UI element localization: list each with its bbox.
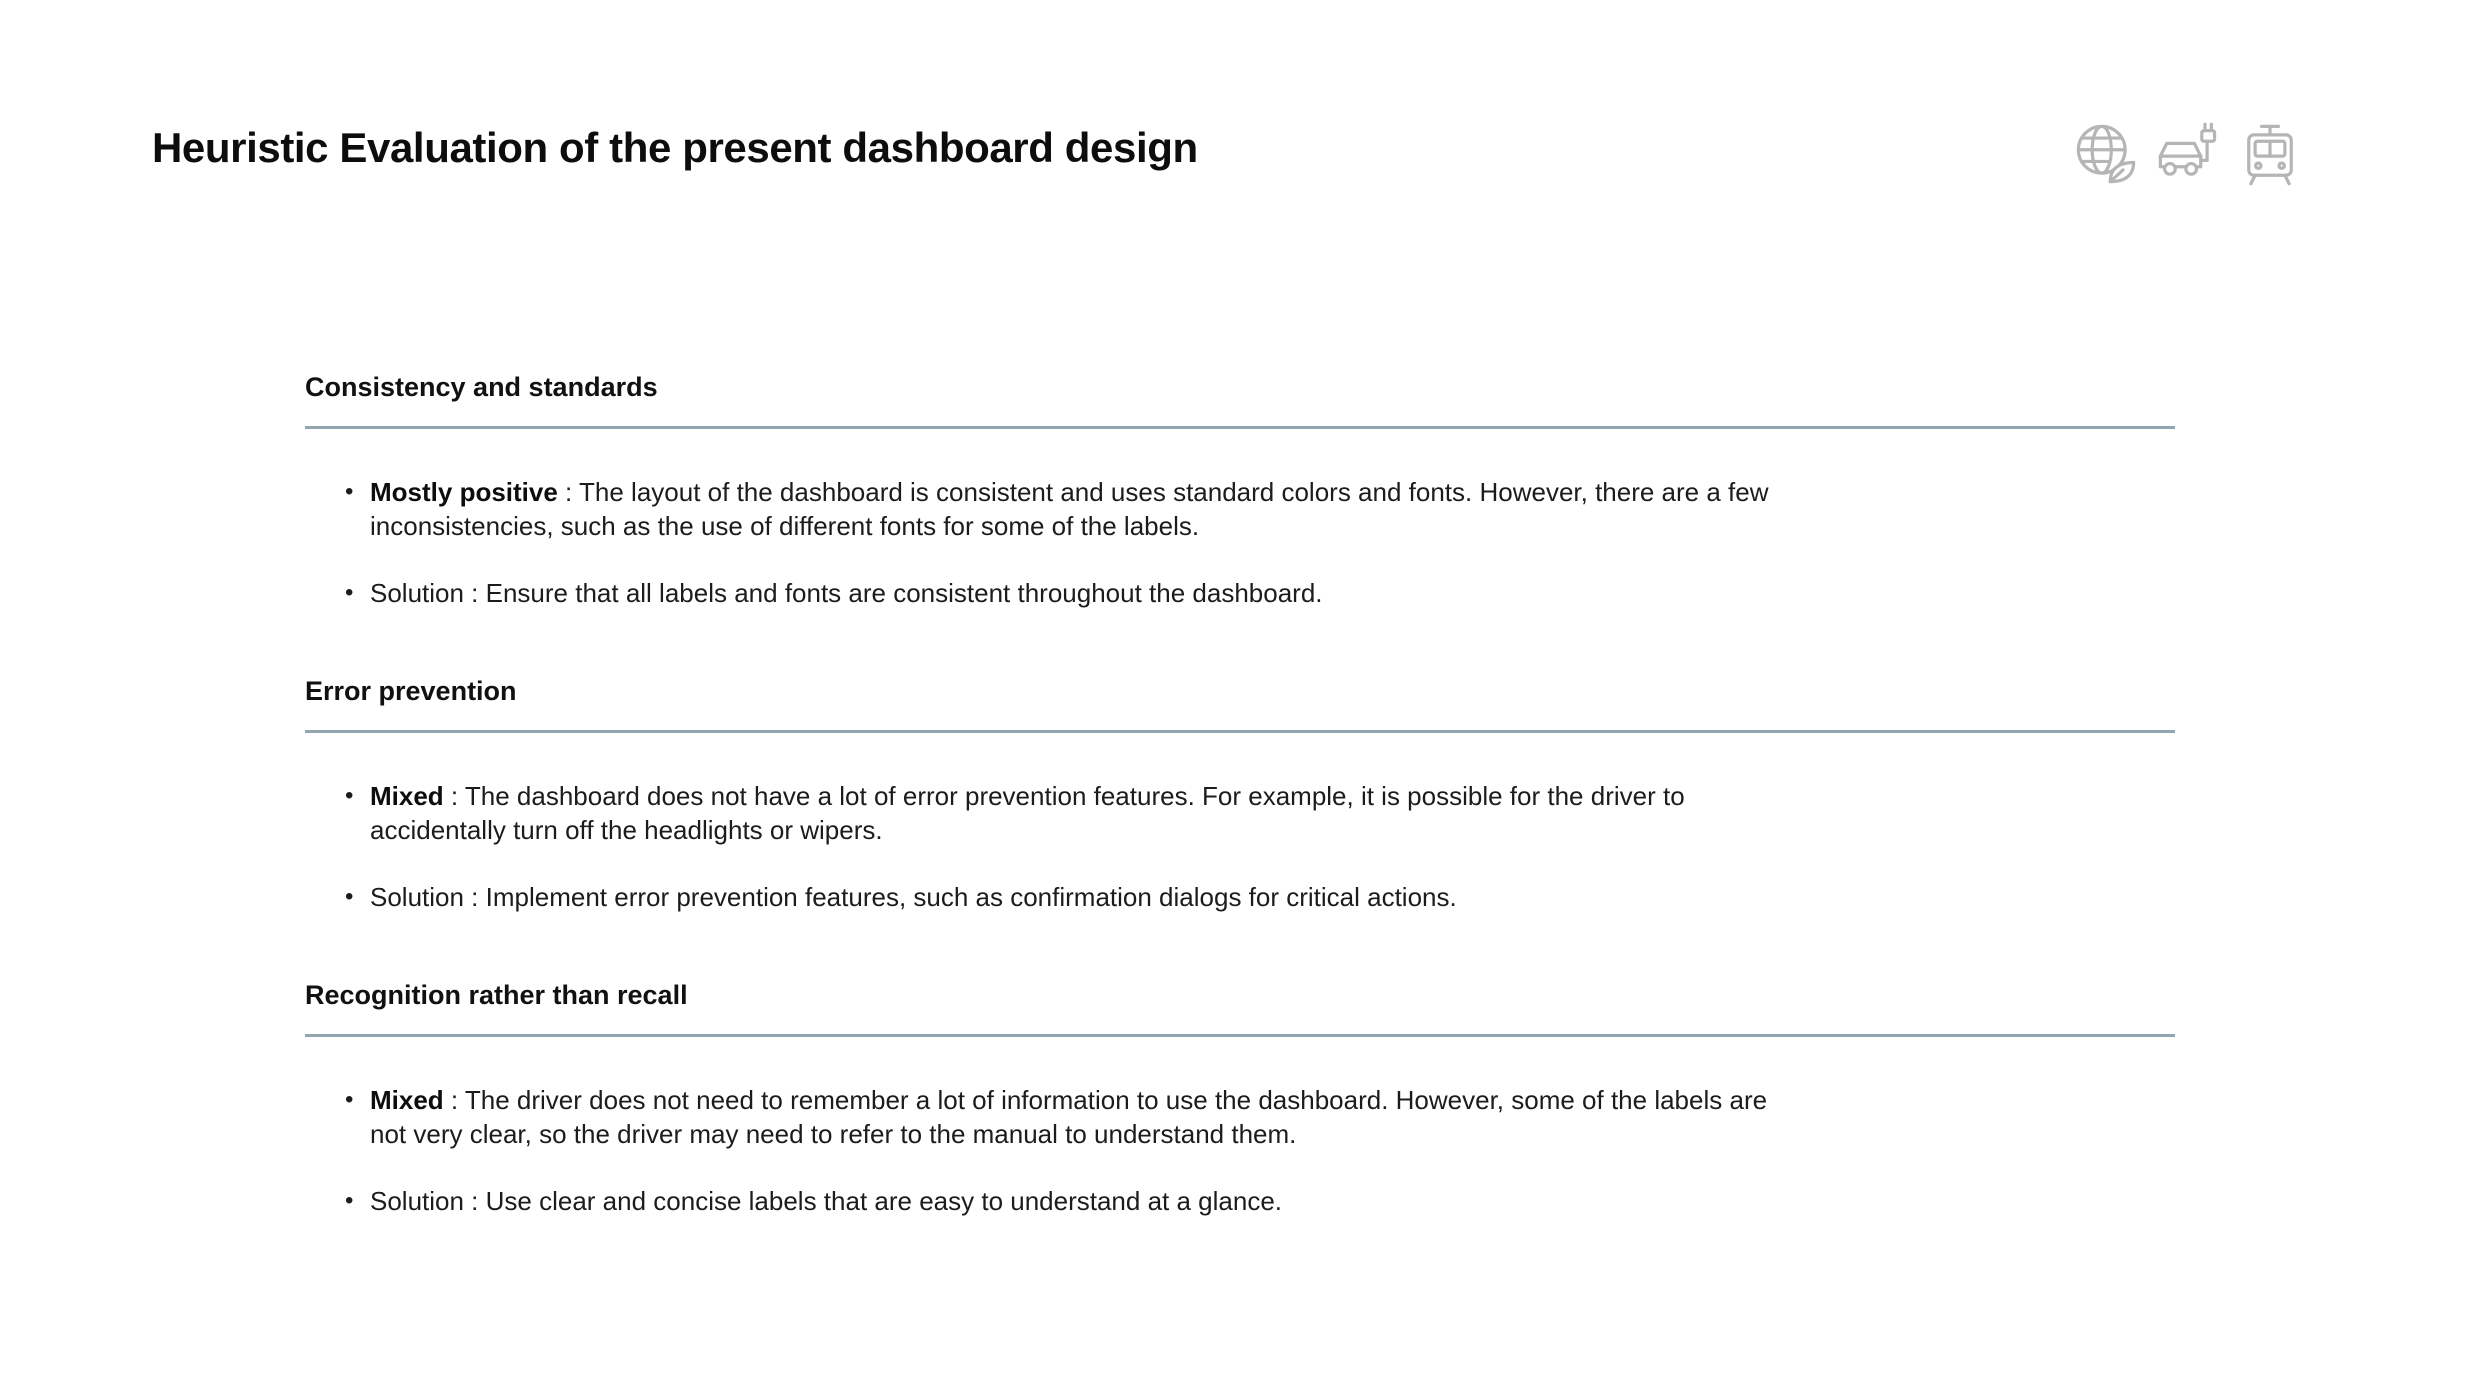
section-divider — [305, 1034, 2175, 1037]
rating-label: Mixed — [370, 1085, 444, 1115]
section-divider — [305, 426, 2175, 429]
header-icons — [2072, 120, 2304, 188]
bullet-text: : The layout of the dashboard is consistent and uses standard colors and fonts. However, there are a few inconsistencies, such as the use of different fonts for some of the labels. — [370, 477, 1769, 541]
list-item — [305, 576, 1785, 610]
bullet-text: Solution : Use clear and concise labels that are easy to understand at a glance. — [370, 1186, 1283, 1216]
section-heading: Recognition rather than recall — [305, 980, 688, 1010]
section-heading: Error prevention — [305, 676, 517, 706]
tram-icon — [2236, 120, 2304, 188]
rating-label: Mixed — [370, 781, 444, 811]
bullet-dot-icon: • — [345, 478, 354, 505]
page-title: Heuristic Evaluation of the present dashboard design — [152, 124, 1198, 171]
bullet-list — [305, 475, 1785, 610]
list-item — [305, 880, 1785, 914]
bullet-list — [305, 779, 1785, 914]
list-item — [305, 1184, 1785, 1218]
list-item — [305, 779, 1785, 847]
bullet-text: Solution : Ensure that all labels and fonts are consistent throughout the dashboard. — [370, 578, 1323, 608]
section-error-prevention — [305, 674, 2175, 947]
section-heading: Consistency and standards — [305, 372, 658, 402]
bullet-dot-icon: • — [345, 1086, 354, 1113]
bullet-dot-icon: • — [345, 782, 354, 809]
globe-leaf-icon — [2072, 120, 2140, 188]
electric-car-charging-icon — [2154, 120, 2222, 188]
bullet-dot-icon: • — [345, 883, 354, 910]
list-item — [305, 475, 1785, 543]
section-recognition-rather-than-recall — [305, 978, 2175, 1251]
bullet-dot-icon: • — [345, 579, 354, 606]
section-consistency-and-standards — [305, 370, 2175, 643]
bullet-dot-icon: • — [345, 1187, 354, 1214]
section-divider — [305, 730, 2175, 733]
bullet-list — [305, 1083, 1785, 1218]
list-item — [305, 1083, 1785, 1151]
bullet-text: : The dashboard does not have a lot of error prevention features. For example, it is possible for the driver to accidentally turn off the headlights or wipers. — [370, 781, 1685, 845]
bullet-text: : The driver does not need to remember a lot of information to use the dashboard. However, some of the labels are not very clear, so the driver may need to refer to the manual to understand them. — [370, 1085, 1768, 1149]
bullet-text: Solution : Implement error prevention features, such as confirmation dialogs for critical actions. — [370, 882, 1457, 912]
rating-label: Mostly positive — [370, 477, 558, 507]
